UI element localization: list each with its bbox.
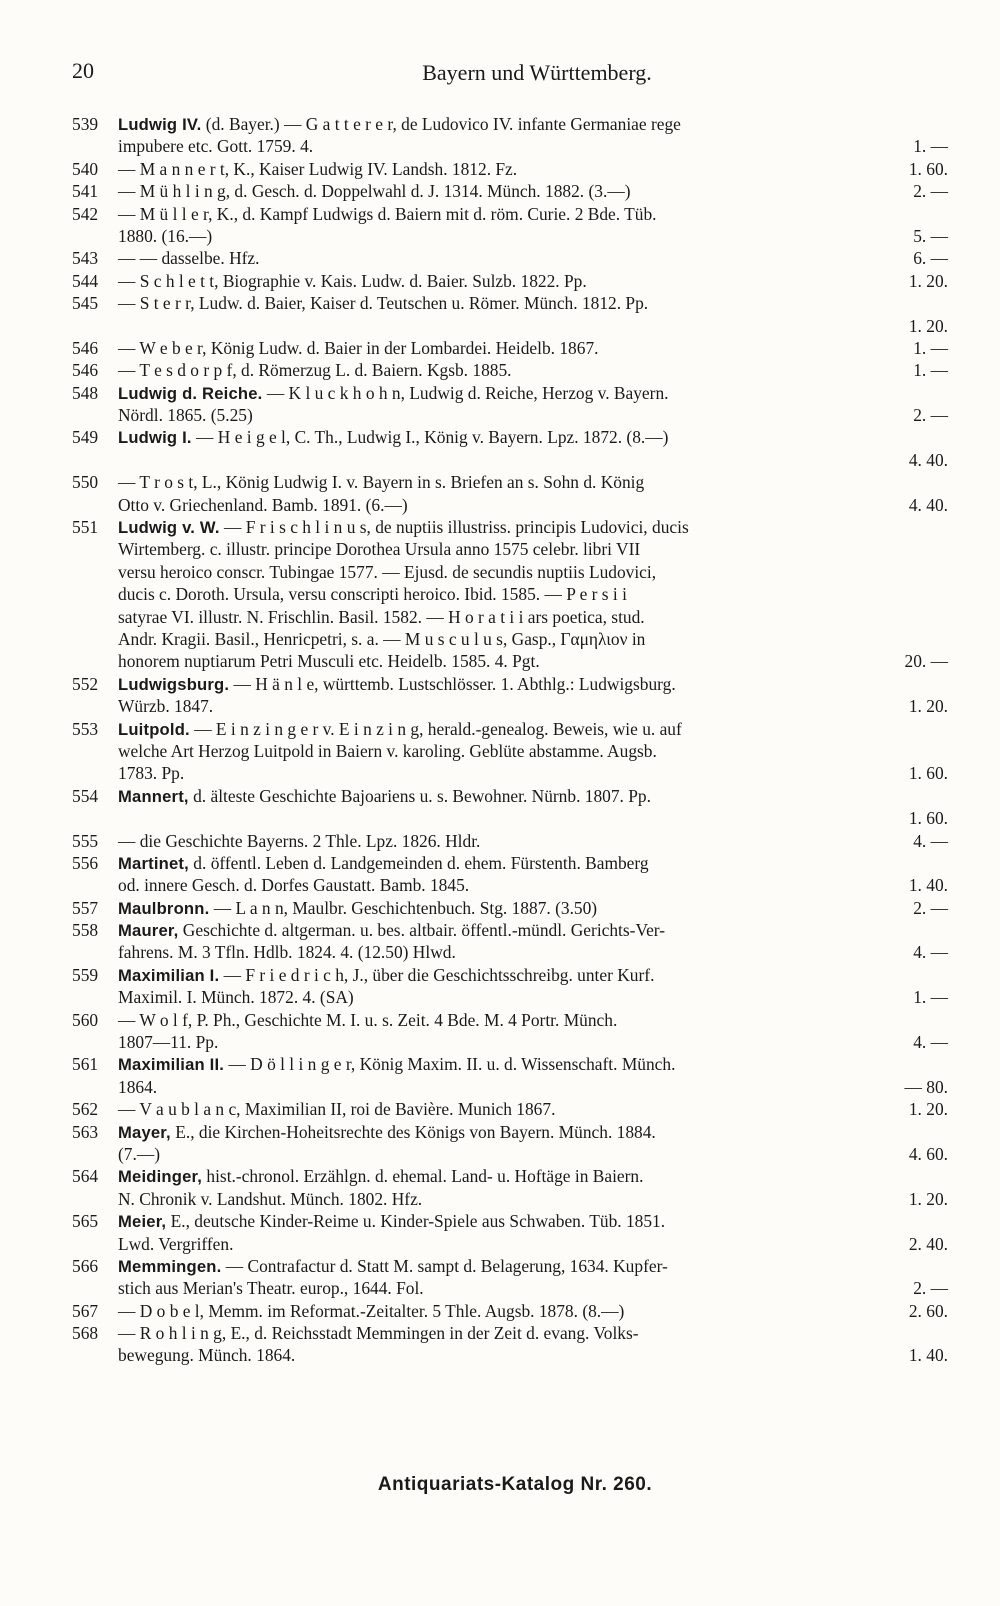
- entry-price: 1. —: [913, 987, 948, 1008]
- entry-line: [72, 359, 948, 381]
- entry-text: Maximil. I. Münch. 1872. 4. (SA): [118, 987, 354, 1008]
- entry-line: [72, 1165, 948, 1187]
- entry-text: E., die Kirchen-Hoheitsrechte des Königs von Bayern. Münch. 1884.: [170, 1121, 656, 1142]
- entry-line: [72, 919, 948, 941]
- entry-line: [72, 1277, 948, 1299]
- entry-number: 543: [72, 248, 99, 269]
- entry-price: 6. —: [913, 248, 948, 269]
- catalog-entry: [72, 1121, 948, 1166]
- entry-text: — — dasselbe. Hfz.: [118, 248, 260, 269]
- entry-text: — S t e r r, Ludw. d. Baier, Kaiser d. Teutschen u. Römer. Münch. 1812. Pp.: [118, 293, 649, 314]
- entry-line: [72, 718, 948, 740]
- entry-number: 566: [72, 1255, 99, 1276]
- entry-keyword: Meidinger,: [118, 1167, 203, 1187]
- entry-keyword: Luitpold.: [118, 719, 190, 739]
- entry-line: [72, 583, 948, 605]
- entry-line: [72, 1300, 948, 1322]
- entry-text: d. öffentl. Leben d. Landgemeinden d. ehem. Fürstenth. Bamberg: [188, 852, 649, 873]
- catalog-entry: [72, 718, 948, 785]
- entry-text: Lwd. Vergriffen.: [118, 1233, 234, 1254]
- entry-keyword: Maurer,: [118, 921, 179, 941]
- entry-number: 551: [72, 517, 99, 538]
- entry-text: bewegung. Münch. 1864.: [118, 1345, 296, 1366]
- entry-number: 552: [72, 673, 99, 694]
- entry-line: [72, 852, 948, 874]
- entry-price: 20. —: [904, 651, 948, 672]
- entry-text: — M ü h l i n g, d. Gesch. d. Doppelwahl d. J. 1314. Münch. 1882. (3.—): [118, 181, 631, 202]
- entry-text: — H ä n l e, württemb. Lustschlösser. 1. Abthlg.: Ludwigsburg.: [229, 673, 676, 694]
- entry-text: od. innere Gesch. d. Dorfes Gaustatt. Bamb. 1845.: [118, 875, 470, 896]
- entry-text: stich aus Merian's Theatr. europ., 1644. Fol.: [118, 1278, 424, 1299]
- catalog-entry: [72, 919, 948, 964]
- entry-price: 4. 40.: [908, 494, 948, 515]
- entry-line: [72, 1322, 948, 1344]
- entry-text: versu heroico conscr. Tubingae 1577. — Ejusd. de secundis nuptiis Ludovici,: [118, 561, 657, 582]
- entry-text: — E i n z i n g e r v. E i n z i n g, herald.-genealog. Beweis, wie u. auf: [189, 718, 682, 739]
- entry-price: 4. —: [913, 1032, 948, 1053]
- entry-price: 1. 20.: [908, 1099, 948, 1120]
- entry-number: 545: [72, 293, 99, 314]
- catalog-entries: [72, 113, 948, 1367]
- catalog-entry: [72, 964, 948, 1009]
- entry-number: 559: [72, 964, 99, 985]
- catalog-entry: [72, 1322, 948, 1367]
- catalog-entry: [72, 382, 948, 427]
- entry-number: 557: [72, 897, 99, 918]
- entry-text: fahrens. M. 3 Tfln. Hdlb. 1824. 4. (12.50) Hlwd.: [118, 942, 456, 963]
- entry-line: [72, 426, 948, 448]
- entry-price: 2. —: [913, 181, 948, 202]
- entry-line: [72, 964, 948, 986]
- entry-text: — K l u c k h o h n, Ludwig d. Reiche, Herzog v. Bayern.: [262, 382, 669, 403]
- page-header: [72, 58, 942, 92]
- entry-line: [72, 628, 948, 650]
- entry-text: — H e i g e l, C. Th., Ludwig I., König v. Bayern. Lpz. 1872. (8.—): [191, 427, 669, 448]
- entry-number: 539: [72, 114, 99, 134]
- entry-text: impubere etc. Gott. 1759. 4.: [118, 136, 314, 157]
- catalog-entry: [72, 180, 948, 202]
- entry-text: — L a n n, Maulbr. Geschichtenbuch. Stg. 1887. (3.50): [209, 897, 598, 918]
- entry-keyword: Ludwigsburg.: [118, 674, 230, 694]
- catalog-entry: [72, 1165, 948, 1210]
- entry-number: 546: [72, 360, 99, 381]
- entry-line: [72, 1098, 948, 1120]
- entry-number: 541: [72, 181, 99, 202]
- catalog-entry: [72, 359, 948, 381]
- entry-keyword: Ludwig v. W.: [118, 518, 220, 538]
- entry-text: 1783. Pp.: [118, 763, 185, 784]
- entry-line: [72, 382, 948, 404]
- entry-price: 1. 20.: [908, 315, 948, 336]
- catalog-entry: [72, 292, 948, 337]
- entry-number: 563: [72, 1121, 99, 1142]
- entry-text: Wirtemberg. c. illustr. principe Dorothea Ursula anno 1575 celebr. libri VII: [118, 539, 641, 560]
- entry-line: [72, 1076, 948, 1098]
- entry-text: 1880. (16.—): [118, 225, 213, 246]
- entry-line: [72, 113, 948, 135]
- catalog-entry: [72, 516, 948, 673]
- entry-price: 4. 60.: [908, 1143, 948, 1164]
- entry-text: — F r i e d r i c h, J., über die Geschichtsschreibg. unter Kurf.: [219, 964, 655, 985]
- entry-line: [72, 471, 948, 493]
- entry-line: [72, 762, 948, 784]
- entry-keyword: Maximilian II.: [118, 1055, 225, 1075]
- entry-keyword: Memmingen.: [118, 1256, 222, 1276]
- catalog-footer: Antiquariats-Katalog Nr. 260.: [377, 1474, 653, 1495]
- entry-text: — W o l f, P. Ph., Geschichte M. I. u. s. Zeit. 4 Bde. M. 4 Portr. Münch.: [118, 1009, 618, 1030]
- entry-text: (7.—): [118, 1143, 161, 1164]
- entry-number: 564: [72, 1166, 99, 1187]
- entry-price: 4. 40.: [908, 449, 948, 470]
- entry-text: — T e s d o r p f, d. Römerzug L. d. Baiern. Kgsb. 1885.: [118, 360, 512, 381]
- entry-price: 4. —: [913, 830, 948, 851]
- entry-number: 560: [72, 1009, 99, 1030]
- entry-price: 4. —: [913, 942, 948, 963]
- entry-line: [72, 650, 948, 672]
- catalog-entry: [72, 1210, 948, 1255]
- entry-keyword: Maximilian I.: [118, 965, 220, 985]
- entry-text: hist.-chronol. Erzählgn. d. ehemal. Land- u. Hoftäge in Baiern.: [202, 1166, 644, 1187]
- entry-line: [72, 740, 948, 762]
- catalog-entry: [72, 337, 948, 359]
- entry-price: 1. —: [913, 360, 948, 381]
- entry-text: ducis c. Doroth. Ursula, versu conscripti heroico. Ibid. 1585. — P e r s i i: [118, 584, 627, 605]
- entry-line: [72, 449, 948, 471]
- entry-price: 2. 40.: [908, 1233, 948, 1254]
- entry-number: 553: [72, 718, 99, 739]
- entry-line: [72, 247, 948, 269]
- entry-number: 548: [72, 382, 99, 403]
- entry-keyword: Ludwig I.: [118, 428, 192, 448]
- entry-number: 544: [72, 270, 99, 291]
- entry-text: — W e b e r, König Ludw. d. Baier in der Lombardei. Heidelb. 1867.: [118, 337, 599, 358]
- entry-price: — 80.: [904, 1076, 948, 1097]
- entry-line: [72, 203, 948, 225]
- entry-keyword: Mannert,: [118, 786, 189, 806]
- entry-number: 542: [72, 203, 99, 224]
- entry-price: 5. —: [913, 225, 948, 246]
- entry-line: [72, 561, 948, 583]
- entry-line: [72, 180, 948, 202]
- entry-keyword: Ludwig d. Reiche.: [118, 383, 263, 403]
- catalog-entry: [72, 247, 948, 269]
- entry-line: [72, 494, 948, 516]
- entry-price: 1. 40.: [908, 875, 948, 896]
- entry-line: [72, 785, 948, 807]
- entry-line: [72, 1053, 948, 1075]
- entry-text: — M a n n e r t, K., Kaiser Ludwig IV. Landsh. 1812. Fz.: [118, 158, 518, 179]
- entry-text: Nördl. 1865. (5.25): [118, 405, 253, 426]
- entry-number: 556: [72, 852, 99, 873]
- entry-text: — die Geschichte Bayerns. 2 Thle. Lpz. 1826. Hldr.: [118, 830, 481, 851]
- entry-text: — V a u b l a n c, Maximilian II, roi de Bavière. Munich 1867.: [118, 1099, 556, 1120]
- entry-line: [72, 404, 948, 426]
- entry-price: 2. —: [913, 897, 948, 918]
- entry-price: 1. 60.: [908, 158, 948, 179]
- entry-text: — T r o s t, L., König Ludwig I. v. Bayern in s. Briefen an s. Sohn d. König: [118, 472, 645, 493]
- entry-line: [72, 158, 948, 180]
- catalog-entry: [72, 1009, 948, 1054]
- entry-line: [72, 941, 948, 963]
- entry-text: — R o h l i n g, E., d. Reichsstadt Memmingen in der Zeit d. evang. Volks-: [118, 1323, 639, 1344]
- entry-number: 549: [72, 427, 99, 448]
- entry-text: Würzb. 1847.: [118, 696, 214, 717]
- running-title: Bayern und Württemberg.: [422, 60, 652, 85]
- catalog-entry: [72, 830, 948, 852]
- entry-keyword: Ludwig IV.: [118, 115, 202, 134]
- entry-text: — F r i s c h l i n u s, de nuptiis illustriss. principis Ludovici, ducis: [219, 517, 689, 538]
- catalog-entry: [72, 897, 948, 919]
- entry-number: 562: [72, 1099, 99, 1120]
- entry-line: [72, 1143, 948, 1165]
- entry-keyword: Maulbronn.: [118, 898, 210, 918]
- entry-text: Otto v. Griechenland. Bamb. 1891. (6.—): [118, 494, 408, 515]
- entry-keyword: Martinet,: [118, 853, 189, 873]
- entry-line: [72, 270, 948, 292]
- entry-line: [72, 1188, 948, 1210]
- entry-price: 2. —: [913, 1278, 948, 1299]
- catalog-entry: [72, 1255, 948, 1300]
- entry-line: [72, 874, 948, 896]
- entry-keyword: Mayer,: [118, 1122, 171, 1142]
- entry-number: 565: [72, 1211, 99, 1232]
- entry-line: [72, 1255, 948, 1277]
- entry-text: Geschichte d. altgerman. u. bes. altbair. öffentl.-mündl. Gerichts-Ver-: [178, 920, 666, 941]
- entry-text: — D o b e l, Memm. im Reformat.-Zeitalter. 5 Thle. Augsb. 1878. (8.—): [118, 1300, 625, 1321]
- entry-price: 2. 60.: [908, 1300, 948, 1321]
- entry-number: 567: [72, 1300, 99, 1321]
- entry-line: [72, 225, 948, 247]
- entry-number: 540: [72, 158, 99, 179]
- entry-text: d. älteste Geschichte Bajoariens u. s. Bewohner. Nürnb. 1807. Pp.: [188, 785, 651, 806]
- entry-price: 1. —: [913, 136, 948, 157]
- entry-text: E., deutsche Kinder-Reime u. Kinder-Spiele aus Schwaben. Tüb. 1851.: [166, 1211, 666, 1232]
- entry-text: Andr. Kragii. Basil., Henricpetri, s. a. — M u s c u l u s, Gasp., Γαμηλιον in: [118, 628, 646, 649]
- entry-line: [72, 1344, 948, 1366]
- entry-line: [72, 673, 948, 695]
- entry-line: [72, 516, 948, 538]
- entry-line: [72, 1210, 948, 1232]
- entry-line: [72, 695, 948, 717]
- entry-text: 1807—11. Pp.: [118, 1032, 219, 1053]
- entry-line: [72, 538, 948, 560]
- entry-line: [72, 986, 948, 1008]
- entry-line: [72, 830, 948, 852]
- entry-number: 546: [72, 337, 99, 358]
- entry-price: 1. —: [913, 337, 948, 358]
- entry-price: 1. 20.: [908, 696, 948, 717]
- catalog-entry: [72, 471, 948, 516]
- entry-number: 555: [72, 830, 99, 851]
- entry-keyword: Meier,: [118, 1212, 167, 1232]
- entry-line: [72, 315, 948, 337]
- entry-number: 554: [72, 785, 99, 806]
- catalog-entry: [72, 426, 948, 471]
- entry-text: N. Chronik v. Landshut. Münch. 1802. Hfz.: [118, 1188, 423, 1209]
- entry-text: — M ü l l e r, K., d. Kampf Ludwigs d. Baiern mit d. röm. Curie. 2 Bde. Tüb.: [118, 203, 657, 224]
- entry-price: 1. 60.: [908, 763, 948, 784]
- entry-price: 1. 20.: [908, 1188, 948, 1209]
- entry-text: welche Art Herzog Luitpold in Baiern v. karoling. Geblüte abstamme. Augsb.: [118, 740, 657, 761]
- entry-line: [72, 135, 948, 157]
- entry-line: [72, 807, 948, 829]
- catalog-entry: [72, 1300, 948, 1322]
- entry-line: [72, 292, 948, 314]
- entry-number: 558: [72, 920, 99, 941]
- entry-price: 1. 40.: [908, 1345, 948, 1366]
- entry-number: 561: [72, 1054, 99, 1075]
- entry-price: 2. —: [913, 405, 948, 426]
- entry-text: — Contrafactur d. Statt M. sampt d. Belagerung, 1634. Kupfer-: [221, 1255, 668, 1276]
- catalog-entry: [72, 852, 948, 897]
- entry-number: 550: [72, 472, 99, 493]
- entry-text: satyrae VI. illustr. N. Frischlin. Basil. 1582. — H o r a t i i ars poetica, stud.: [118, 606, 645, 627]
- entry-text: 1864.: [118, 1076, 158, 1097]
- catalog-entry: [72, 785, 948, 830]
- entry-text: — D ö l l i n g e r, König Maxim. II. u. d. Wissenschaft. Münch.: [224, 1054, 676, 1075]
- catalog-entry: [72, 113, 948, 158]
- entry-line: [72, 1009, 948, 1031]
- entry-line: [72, 1031, 948, 1053]
- entry-line: [72, 337, 948, 359]
- entry-number: 568: [72, 1323, 99, 1344]
- catalog-entry: [72, 1098, 948, 1120]
- entry-line: [72, 1233, 948, 1255]
- catalog-entry: [72, 673, 948, 718]
- entry-line: [72, 606, 948, 628]
- entry-price: 1. 20.: [908, 270, 948, 291]
- page-number: 20: [72, 58, 94, 83]
- entry-line: [72, 897, 948, 919]
- entry-line: [72, 1121, 948, 1143]
- catalog-entry: [72, 270, 948, 292]
- entry-text: (d. Bayer.) — G a t t e r e r, de Ludovico IV. infante Germaniae rege: [201, 114, 681, 134]
- catalog-entry: [72, 158, 948, 180]
- catalog-entry: [72, 1053, 948, 1098]
- catalog-entry: [72, 203, 948, 248]
- entry-price: 1. 60.: [908, 808, 948, 829]
- entry-text: honorem nuptiarum Petri Musculi etc. Heidelb. 1585. 4. Pgt.: [118, 651, 540, 672]
- entry-text: — S c h l e t t, Biographie v. Kais. Ludw. d. Baier. Sulzb. 1822. Pp.: [118, 270, 587, 291]
